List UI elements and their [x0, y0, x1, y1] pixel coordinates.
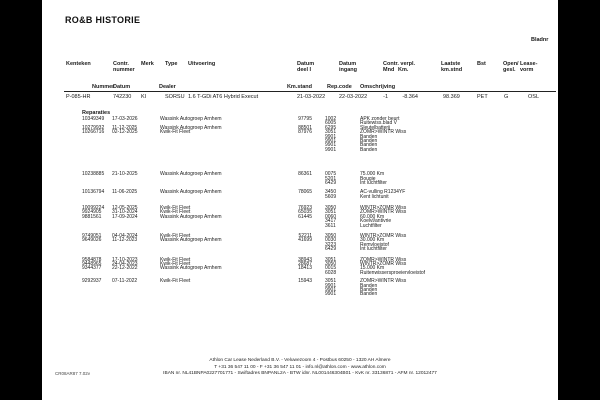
repair-code: 0060: [325, 213, 337, 220]
document-page: [42, 0, 558, 400]
repair-line: [42, 292, 558, 296]
col-header-open-gesl: [503, 62, 519, 74]
repair-kmstand: 86361: [298, 171, 312, 178]
repair-entry: [42, 190, 558, 199]
repair-date: 12-05-2025: [112, 205, 138, 212]
repair-number: 9344377: [82, 265, 102, 272]
col-header-laatste-line2: km.stnd: [441, 66, 463, 73]
repair-line: [42, 224, 558, 228]
repair-description: ZOMR>WINTR Wiss: [360, 129, 407, 136]
repair-code: 5201: [325, 175, 337, 182]
col-header-lease-line2: vorm: [520, 66, 534, 73]
col-header-laatste-kmstnd: [441, 62, 462, 74]
repair-description: Banden: [360, 146, 378, 153]
col-header-km: [398, 68, 408, 74]
repair-date: 17-03-2026: [112, 116, 138, 122]
bladnr-label: Bladnr: [531, 37, 549, 43]
repair-code: 3050: [325, 233, 337, 240]
repair-kmstand: 28687: [298, 260, 312, 267]
repair-code: 3223: [325, 241, 337, 248]
repair-description: APK zonder beurt: [360, 116, 400, 122]
repair-dealer: Kwik-Fit Fleet: [160, 278, 191, 285]
col-header-datum-deel1: [297, 62, 314, 74]
repair-description: 75.000 Km: [360, 171, 385, 178]
repair-code: 9901: [325, 142, 337, 149]
col-header-datum-deel1-line2: deel I: [297, 66, 312, 73]
col-header-mnd-label: Mnd: [383, 67, 395, 73]
repair-description: Bougie: [360, 175, 376, 182]
repair-code: 9901: [325, 286, 337, 293]
col-header-lease-line1: Lease-: [520, 61, 538, 67]
repair-code: 3051: [325, 256, 337, 263]
repair-description: Ruitewiss.blad V: [360, 120, 397, 127]
col-header-open-line1: Open/: [503, 61, 519, 67]
repair-kmstand: 87976: [298, 129, 312, 136]
repair-description: ZOMR>WINTR Wiss: [360, 278, 407, 285]
repair-description: Banden: [360, 137, 378, 144]
repair-description: 30.000 Km: [360, 237, 385, 244]
col-header-open-line2: gesl.: [503, 66, 516, 73]
repair-dealer: Wassink Autogroep Arnhem: [160, 171, 222, 178]
repair-number: 10279932: [82, 124, 105, 131]
rep-col-header-nummer: Nummer: [92, 84, 115, 90]
footer-contact: T +31 36 547 11 00 - F +31 36 547 11 01 - info.nl@athlon.com - www.athlon.com: [214, 364, 386, 370]
repair-dealer: Wassink Autogroep Arnhem: [160, 213, 222, 220]
scan-border-right: [558, 0, 600, 400]
repair-description: Banden: [360, 142, 378, 149]
col-header-uitvoering-label: Uitvoering: [188, 61, 216, 67]
vehicle-datum-deel1: 21-03-2022: [297, 94, 326, 100]
repair-date: 04-04-2024: [112, 233, 138, 240]
repair-date: 22-12-2022: [112, 265, 138, 272]
vehicle-bst: PET: [477, 94, 488, 100]
repair-kmstand: 18413: [298, 265, 312, 272]
repair-code: 3450: [325, 189, 337, 196]
repair-number: 10099224: [82, 205, 105, 212]
repair-entry: [42, 130, 558, 152]
repair-code: 0030: [325, 237, 337, 244]
repair-line: [42, 195, 558, 199]
col-header-merk: [141, 62, 154, 68]
repair-date: 02-12-2025: [112, 129, 138, 136]
repair-code: 3050: [325, 205, 337, 212]
repair-rows: [42, 117, 558, 297]
repair-dealer: Kwik-Fit Fleet: [160, 205, 191, 212]
repair-number: 9448965: [82, 260, 102, 267]
repair-dealer: Wassink Autogroep Arnhem: [160, 265, 222, 272]
repair-line: [42, 181, 558, 185]
repair-number: 10349349: [82, 116, 105, 122]
reparaties-section-title: Reparaties: [82, 110, 111, 116]
repair-description: Sleutelbatterij: [360, 124, 391, 131]
footer-bank-info: IBAN nr. NL41BNPA0227701771 - Swiftadres BNPANL2A - BTW idnr. NL001446304B01 - KvK nr. 33136871 - AFM nr. 12012477: [163, 371, 437, 376]
repair-entry: [42, 266, 558, 275]
scan-border-left: [0, 0, 42, 400]
repair-description: Luchtfilter: [360, 222, 382, 229]
repair-code: 3611: [325, 222, 336, 229]
repair-kmstand: 41699: [298, 237, 312, 244]
repair-code: 3051: [325, 278, 337, 285]
repair-entry: [42, 172, 558, 185]
repair-code: 9901: [325, 146, 337, 153]
repair-code: 9901: [325, 133, 337, 140]
repair-description: ZOMR>WINTR Wiss: [360, 256, 407, 263]
repair-code: 5609: [325, 193, 337, 200]
repair-description: Banden: [360, 282, 378, 289]
repair-dealer: Kwik-Fit Fleet: [160, 209, 191, 216]
repair-description: 60.000 Km: [360, 213, 385, 220]
col-header-datum-ingang-line2: ingang: [339, 66, 358, 73]
repair-kmstand: 78065: [298, 189, 312, 196]
repair-kmstand: 76923: [298, 205, 312, 212]
repair-entry: [42, 215, 558, 228]
repair-kmstand: 97795: [298, 116, 312, 122]
repair-number: 9584878: [82, 256, 102, 263]
vehicle-kenteken: P-085-HR: [66, 94, 91, 100]
repair-number: 9649026: [82, 237, 102, 244]
repair-code: 3417: [325, 218, 337, 225]
repair-number: 10266716: [82, 129, 105, 136]
repair-kmstand: 61445: [298, 213, 312, 220]
repair-date: 24-04-2023: [112, 260, 138, 267]
rep-col-header-repcode: Rep.code: [327, 84, 352, 90]
repair-description: Koelvl/antivrie: [360, 218, 392, 225]
repair-date: 11-06-2025: [112, 189, 138, 196]
col-header-bst: [477, 62, 486, 68]
repair-kmstand: 38943: [298, 256, 312, 263]
repair-number: 9881561: [82, 213, 102, 220]
repair-dealer: Wassink Autogroep Arnhem: [160, 116, 222, 122]
repair-description: Banden: [360, 291, 378, 298]
repair-number: 10136794: [82, 189, 105, 196]
col-header-datum-deel1-line1: Datum: [297, 61, 315, 67]
page-title: RO&B HISTORIE: [65, 15, 141, 25]
repair-date: 07-11-2022: [112, 278, 138, 285]
repair-dealer: Kwik-Fit Fleet: [160, 129, 191, 136]
col-header-bst-label: Bst: [477, 61, 486, 67]
vehicle-uitvoering: 1.6 T-GDi AT6 Hybrid Execut: [188, 94, 259, 100]
repair-number: 9292937: [82, 278, 102, 285]
repair-number: 9749051: [82, 233, 102, 240]
col-header-datum-ingang: [339, 62, 357, 74]
col-header-datum-ingang-line1: Datum: [339, 61, 357, 67]
repair-code: 3051: [325, 129, 337, 136]
repair-description: Remvloeistof: [360, 241, 389, 248]
footer-address: Athlon Car Lease Nederland B.V. - Veluwezoom 4 - Postbus 60250 - 1320 AH Almere: [209, 358, 391, 363]
col-header-type: [165, 62, 177, 68]
repair-dealer: Kwik-Fit Fleet: [160, 233, 191, 240]
repair-code: 6028: [325, 269, 337, 276]
repair-code: 6429: [325, 246, 337, 253]
col-header-type-label: Type: [165, 61, 178, 67]
repair-description: WINTR>ZOMR Wiss: [360, 233, 407, 240]
repair-code: 6005: [325, 120, 337, 127]
repair-code: 9901: [325, 282, 337, 289]
col-header-uitvoering: [188, 62, 215, 68]
repair-number: 10238885: [82, 171, 105, 178]
repair-description: 15.000 Km: [360, 265, 385, 272]
repair-description: WINTR>ZOMR Wiss: [360, 205, 407, 212]
col-header-leasevorm: [520, 62, 537, 74]
repair-dealer: Wassink Autogroep Arnhem: [160, 189, 222, 196]
repair-date: 11-12-2025: [112, 124, 138, 131]
repair-line: [42, 247, 558, 251]
repair-line: [42, 148, 558, 152]
col-header-kenteken: [66, 62, 91, 68]
repair-date: 31-10-2024: [112, 209, 138, 216]
repair-line: [42, 271, 558, 275]
repair-kmstand: 88501: [298, 124, 312, 131]
repair-description: ZOMR>WINTR Wiss: [360, 209, 407, 216]
repair-kmstand: 15943: [298, 278, 312, 285]
vehicle-laatste-kmstnd: 98.369: [443, 94, 460, 100]
repair-kmstand: 52211: [298, 233, 312, 240]
repair-code: 0015: [325, 265, 337, 272]
repair-description: Banden: [360, 133, 378, 140]
vehicle-contr-nummer: 742230: [113, 94, 132, 100]
vehicle-datum-ingang: 22-03-2022: [339, 94, 368, 100]
document-version-code: CR08AR87 7.02v: [55, 371, 91, 376]
rep-col-header-kmstand: Km.stand: [286, 84, 312, 90]
repair-description: Int luchtfilter: [360, 179, 387, 186]
repair-code: 3051: [325, 209, 337, 216]
vehicle-open-gesl: G: [504, 94, 509, 100]
col-header-kenteken-label: Kenteken: [66, 61, 91, 67]
repair-code: 6429: [325, 179, 337, 186]
repair-code: 0075: [325, 171, 337, 178]
repair-code: 9901: [325, 291, 337, 298]
repair-code: 3050: [325, 260, 337, 267]
repair-code: 6295: [325, 124, 337, 131]
repair-description: WINTR>ZOMR Wiss: [360, 260, 407, 267]
repair-description: AC-vulling R1234YF: [360, 189, 406, 196]
repair-date: 21-10-2025: [112, 171, 138, 178]
repair-description: Int luchtfilter: [360, 246, 387, 253]
repair-date: 17-10-2023: [112, 256, 138, 263]
repair-dealer: Kwik-Fit Fleet: [160, 260, 191, 267]
vehicle-verpl-km: -8.364: [402, 94, 418, 100]
repair-dealer: Wassink Autogroep Arnhem: [160, 237, 222, 244]
repair-date: 17-09-2024: [112, 213, 138, 220]
col-header-contr-verpl-label: Contr. verpl.: [383, 61, 416, 67]
col-header-km-label: Km.: [398, 67, 409, 73]
repair-entry: [42, 238, 558, 251]
vehicle-type: SORSU: [165, 94, 185, 100]
vehicle-verpl-mnd: -1: [383, 94, 388, 100]
col-header-contr-line1: Contr.: [113, 61, 129, 67]
repair-code: 1002: [325, 116, 337, 122]
repair-kmstand: 65035: [298, 209, 312, 216]
repair-entry: [42, 279, 558, 297]
col-header-merk-label: Merk: [141, 61, 154, 67]
col-header-contr-line2: nummer: [113, 66, 135, 73]
repair-dealer: Wassink Autogroep Arnhem: [160, 124, 222, 131]
repair-date: 11-12-2023: [112, 237, 138, 244]
rep-col-header-dealer: Dealer: [159, 84, 176, 90]
col-header-contr-nummer: [113, 62, 135, 74]
header-divider-line: [64, 91, 556, 92]
repair-number: 9924905: [82, 209, 102, 216]
col-header-mnd: [383, 68, 394, 74]
rep-col-header-omschrijving: Omschrijving: [360, 84, 396, 90]
repair-description: Kent lichtunit: [360, 193, 389, 200]
rep-col-header-datum: Datum: [113, 84, 131, 90]
vehicle-merk: KI: [141, 94, 147, 100]
repair-dealer: Kwik-Fit Fleet: [160, 256, 191, 263]
vehicle-leasevorm: OSL: [528, 94, 540, 100]
repair-description: Ruitenwissersproeiervloeistof: [360, 269, 426, 276]
repair-code: 9901: [325, 137, 337, 144]
col-header-laatste-line1: Laatste: [441, 61, 461, 67]
repair-description: Banden: [360, 286, 378, 293]
